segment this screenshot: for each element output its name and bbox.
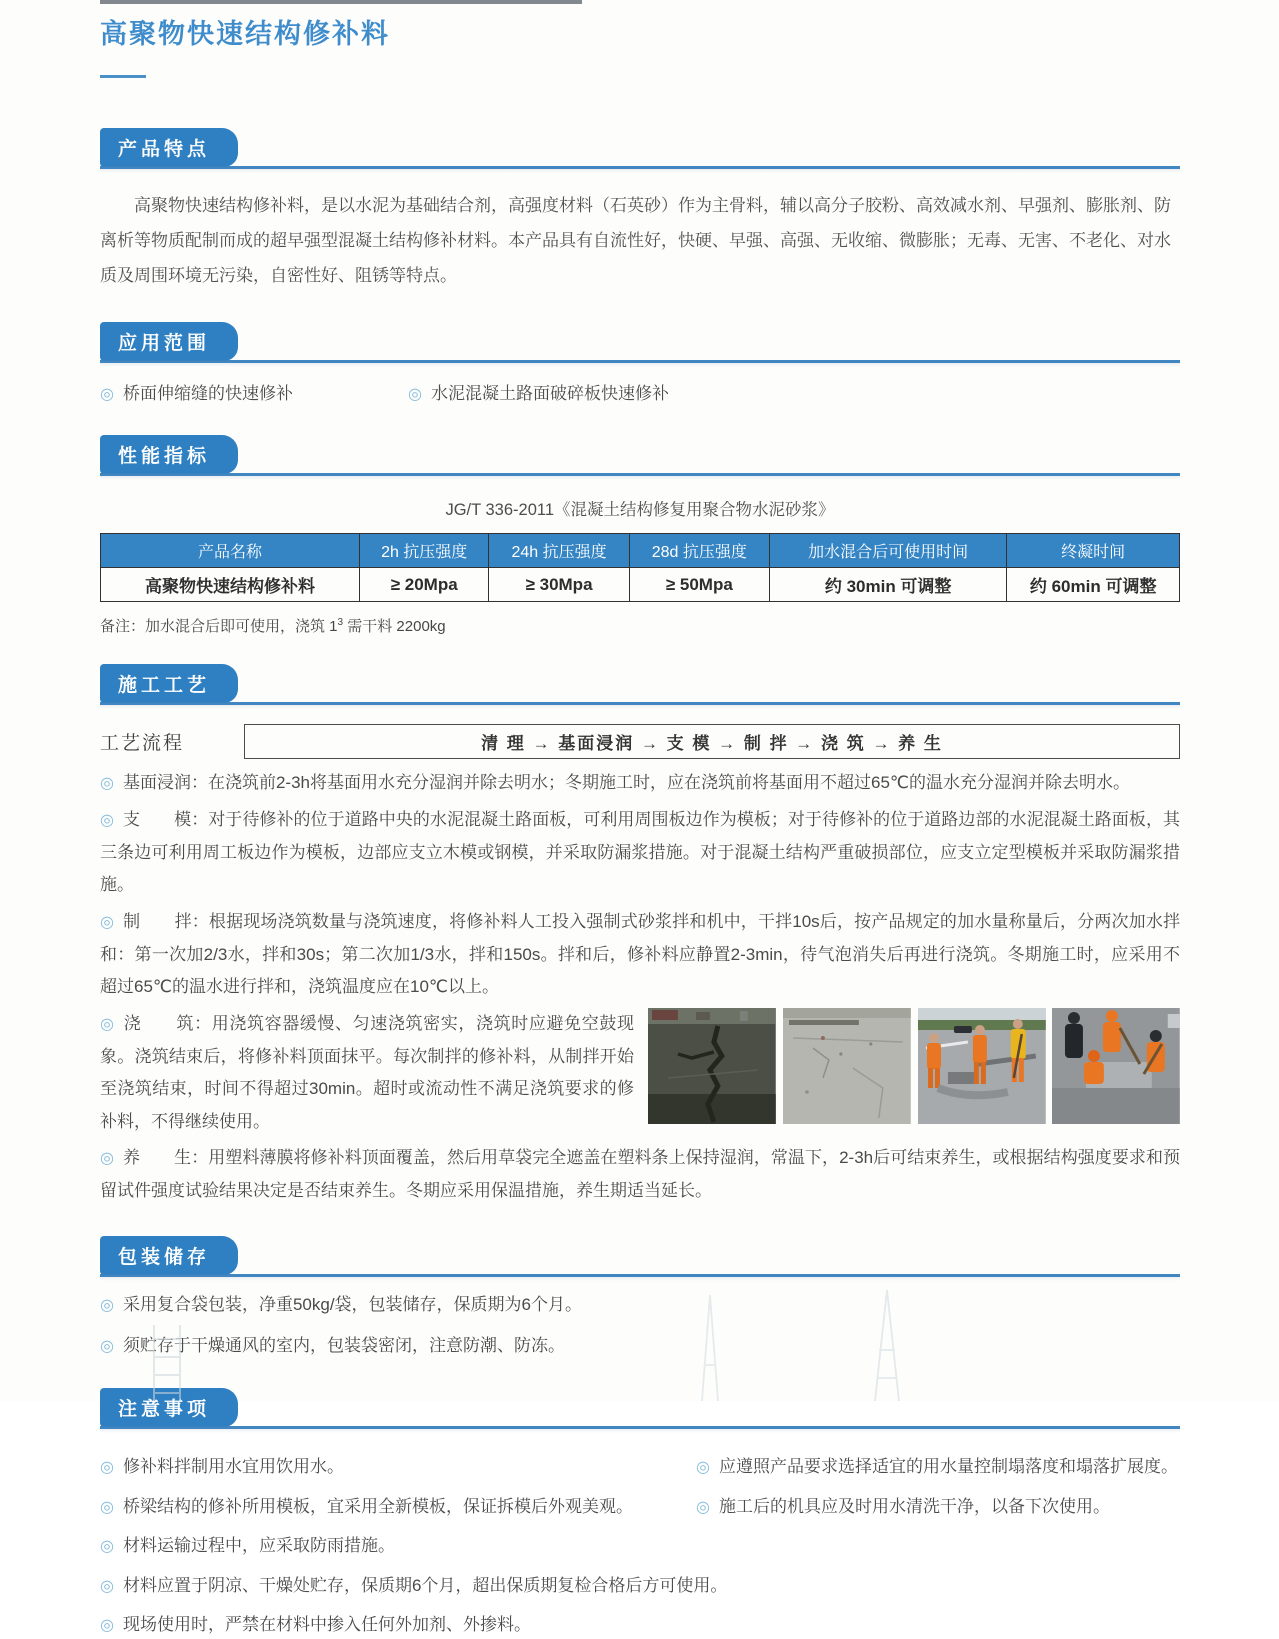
application-item-text: 桥面伸缩缝的快速修补 xyxy=(122,383,293,403)
double-circle-bullet-icon: ◎ xyxy=(100,1498,114,1516)
section-tab-packaging: 包装储存 xyxy=(100,1236,238,1275)
precaution-item-text: 材料运输过程中，应采取防雨措施。 xyxy=(122,1536,395,1556)
double-circle-bullet-icon: ◎ xyxy=(100,1577,114,1595)
process-step xyxy=(100,906,1180,1004)
table-header-cell: 产品名称 xyxy=(101,534,360,568)
table-footnote xyxy=(100,615,1180,636)
precaution-item xyxy=(696,1453,1180,1481)
table-cell: ≥ 30Mpa xyxy=(489,568,629,602)
double-circle-bullet-icon: ◎ xyxy=(100,1617,114,1635)
section-tab-features: 产品特点 xyxy=(100,128,238,167)
precaution-item-text: 现场使用时，严禁在材料中掺入任何外加剂、外掺料。 xyxy=(122,1615,531,1635)
double-circle-bullet-icon: ◎ xyxy=(100,775,114,793)
table-header-cell: 终凝时间 xyxy=(1007,534,1180,568)
process-flow-label: 工艺流程 xyxy=(100,733,185,755)
precaution-item xyxy=(696,1493,1180,1521)
precaution-item-text: 应遵照产品要求选择适宜的用水量控制塌落度和塌落扩展度。 xyxy=(718,1456,1178,1476)
precaution-item-text: 施工后的机具应及时用水清洗干净，以备下次使用。 xyxy=(718,1496,1110,1516)
precaution-item xyxy=(100,1572,1180,1600)
precaution-item xyxy=(100,1453,696,1481)
table-header-row xyxy=(101,534,1180,568)
road-repair-workers-photo xyxy=(918,1008,1046,1124)
process-step xyxy=(100,767,1180,800)
table-row xyxy=(101,568,1180,602)
packaging-items xyxy=(100,1291,1180,1360)
packaging-item xyxy=(100,1332,1180,1360)
double-circle-bullet-icon: ◎ xyxy=(696,1458,710,1476)
section-head-precautions xyxy=(100,1388,1180,1429)
double-circle-bullet-icon: ◎ xyxy=(100,913,115,931)
table-cell: ≥ 50Mpa xyxy=(629,568,769,602)
section-tab-application: 应用范围 xyxy=(100,322,238,361)
section-head-performance xyxy=(100,435,1180,476)
double-circle-bullet-icon: ◎ xyxy=(100,1458,114,1476)
construction-photo-strip xyxy=(648,1008,1180,1124)
double-circle-bullet-icon: ◎ xyxy=(100,1538,114,1556)
table-header-cell: 24h 抗压强度 xyxy=(489,534,629,568)
features-paragraph: 高聚物快速结构修补料，是以水泥为基础结合剂，高强度材料（石英砂）作为主骨料，辅以高分子胶粉、高效减水剂、早强剂、膨胀剂、防离析等物质配制而成的超早强型混凝土结构修补材料。本产品具有自流性好，快硬、早强、高强、无收缩、微膨胀；无毒、无害、不老化、对水质及周围环境无污染，自密性好、阻锈等特点。 xyxy=(100,196,1171,285)
table-header-cell: 2h 抗压强度 xyxy=(359,534,488,568)
table-header-cell: 加水混合后可使用时间 xyxy=(769,534,1006,568)
performance-table xyxy=(100,533,1180,602)
precaution-item xyxy=(100,1493,696,1521)
process-steps-list xyxy=(100,767,1180,1208)
application-item xyxy=(408,380,669,408)
double-circle-bullet-icon: ◎ xyxy=(100,811,115,829)
double-circle-bullet-icon: ◎ xyxy=(100,1296,114,1314)
process-step-text: 制 拌：根据现场浇筑数量与浇筑速度，将修补料人工投入强制式砂浆拌和机中，干拌10s后，按产品规定的加水量称量后，分两次加水拌和：第一次加2/3水，拌和30s；第二次加1/3水，拌和150s。拌和后，修补料应静置2-3min，待气泡消失后再进行浇筑。冬期施工时，应采用不超过65℃的温水进行拌和，浇筑温度应在10℃以上。 xyxy=(100,911,1180,997)
page-content xyxy=(100,0,1180,1639)
section-tab-process: 施工工艺 xyxy=(100,664,238,703)
precaution-item-text: 材料应置于阴凉、干燥处贮存，保质期6个月，超出保质期复检合格后方可使用。 xyxy=(122,1575,728,1595)
process-step-text: 支 模：对于待修补的位于道路中央的水泥混凝土路面板，可利用周围板边作为模板；对于待修补的位于道路边部的水泥混凝土路面板，其三条边可利用周工板边作为模板，边部应支立木模或钢模，并采取防漏浆措施。对于混凝土结构严重破损部位，应支立定型模板并采取防漏浆措施。 xyxy=(100,809,1180,895)
packaging-item xyxy=(100,1291,1180,1319)
table-header-cell: 28d 抗压强度 xyxy=(629,534,769,568)
precaution-item-text: 桥梁结构的修补所用模板，宜采用全新模板，保证拆模后外观美观。 xyxy=(122,1496,633,1516)
process-flow-steps: 清 理 → 基面浸润 → 支 模 → 制 拌 → 浇 筑 → 养 生 xyxy=(244,724,1180,759)
section-tab-precautions: 注意事项 xyxy=(100,1388,238,1427)
table-cell: 约 60min 可调整 xyxy=(1007,568,1180,602)
precaution-item-text: 修补料拌制用水宜用饮用水。 xyxy=(122,1456,344,1476)
title-underline xyxy=(100,75,146,78)
dark-cracked-pavement-photo xyxy=(648,1008,776,1124)
double-circle-bullet-icon: ◎ xyxy=(100,385,114,403)
process-step xyxy=(100,1142,1180,1207)
page-title: 高聚物快速结构修补料 xyxy=(100,19,390,49)
application-item-text: 水泥混凝土路面破碎板快速修补 xyxy=(430,383,669,403)
double-circle-bullet-icon: ◎ xyxy=(408,385,422,403)
double-circle-bullet-icon: ◎ xyxy=(100,1150,115,1168)
footnote-text: 需干料 2200kg xyxy=(343,618,446,636)
table-cell: 约 30min 可调整 xyxy=(769,568,1006,602)
packaging-item-text: 采用复合袋包装，净重50kg/袋，包装储存，保质期为6个月。 xyxy=(122,1294,583,1314)
process-step-text: 基面浸润：在浇筑前2-3h将基面用水充分湿润并除去明水；冬期施工时，应在浇筑前将基面用不超过65℃的温水充分湿润并除去明水。 xyxy=(122,773,1130,793)
section-head-application xyxy=(100,322,1180,363)
section-tab-performance: 性能指标 xyxy=(100,435,238,474)
precaution-items xyxy=(100,1441,1180,1639)
concrete-surface-crack-photo xyxy=(783,1008,911,1124)
application-items xyxy=(100,380,1180,408)
double-circle-bullet-icon: ◎ xyxy=(100,1338,114,1356)
section-head-packaging xyxy=(100,1236,1180,1277)
double-circle-bullet-icon: ◎ xyxy=(696,1498,710,1516)
table-cell: ≥ 20Mpa xyxy=(359,568,488,602)
table-cell: 高聚物快速结构修补料 xyxy=(101,568,360,602)
double-circle-bullet-icon: ◎ xyxy=(100,1015,115,1033)
workers-placing-repair-material-photo xyxy=(1052,1008,1180,1124)
precaution-item xyxy=(100,1611,1180,1639)
precaution-item xyxy=(100,1532,1180,1560)
process-step xyxy=(100,804,1180,902)
process-flow-row xyxy=(100,724,1180,759)
process-step-text: 养 生：用塑料薄膜将修补料顶面覆盖，然后用草袋完全遮盖在塑料条上保持湿润，常温下，2-3h后可结束养生，或根据结构强度要求和预留试件强度试验结果决定是否结束养生。冬期应采用保温措施，养生期适当延长。 xyxy=(100,1148,1180,1201)
process-step-text: 浇 筑：用浇筑容器缓慢、匀速浇筑密实，浇筑时应避免空鼓现象。浇筑结束后，将修补料顶面抹平。每次制拌的修补料，从制拌开始至浇筑结束，时间不得超过30min。超时或流动性不满足浇筑要求的修补料，不得继续使用。 xyxy=(100,1013,635,1131)
footnote-superscript: 3 xyxy=(337,617,344,629)
application-item xyxy=(100,380,408,408)
section-head-features xyxy=(100,128,1180,169)
section-head-process xyxy=(100,664,1180,705)
packaging-item-text: 须贮存于干燥通风的室内，包装袋密闭，注意防潮、防冻。 xyxy=(122,1336,565,1356)
standard-reference: JG/T 336-2011《混凝土结构修复用聚合物水泥砂浆》 xyxy=(445,501,835,520)
footnote-text: 备注：加水混合后即可使用，浇筑 1 xyxy=(100,618,338,636)
